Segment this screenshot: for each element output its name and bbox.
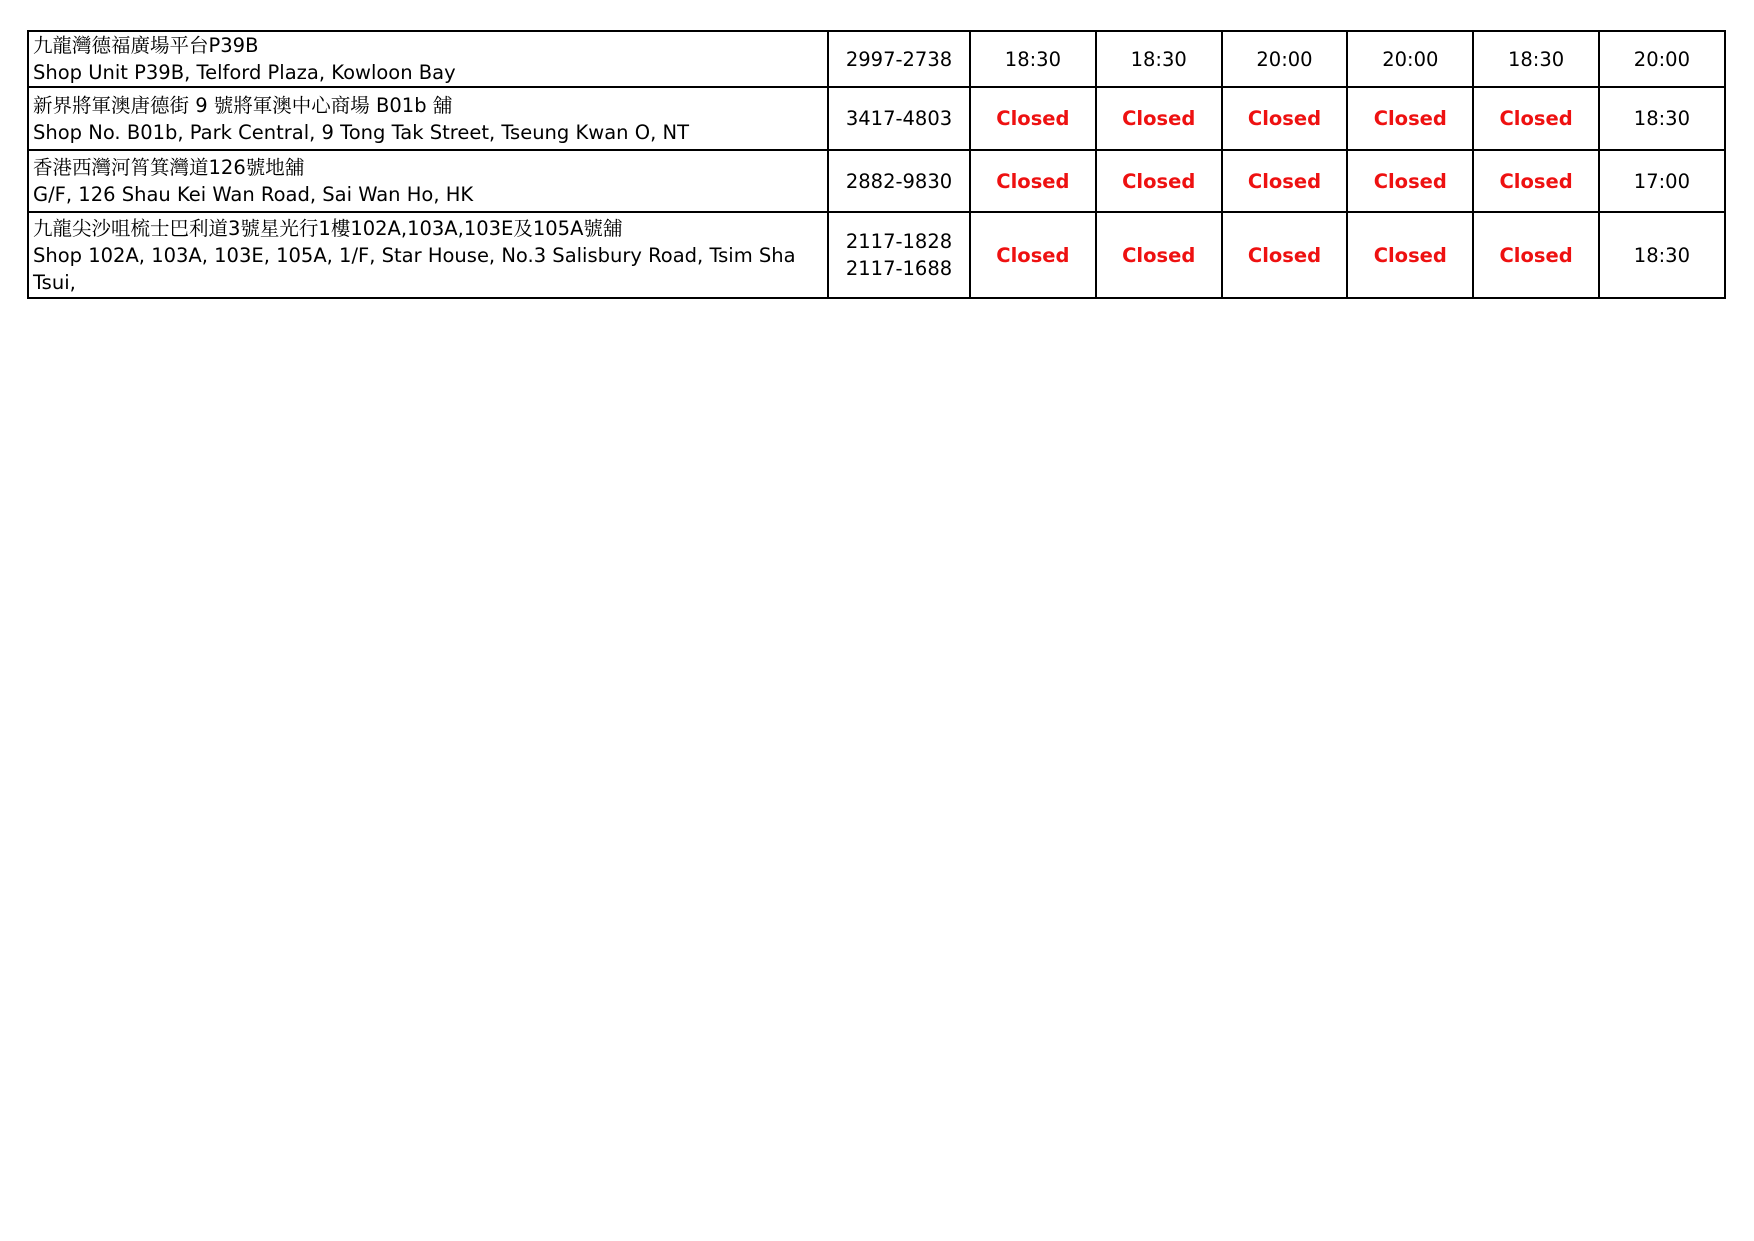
address-english: Shop No. B01b, Park Central, 9 Tong Tak Street, Tseung Kwan O, NT: [33, 120, 689, 144]
address-chinese: 香港西灣河筲箕灣道126號地舖: [33, 156, 305, 179]
phone-number: 2882-9830: [845, 169, 953, 193]
hours-cell: Closed: [1347, 150, 1473, 212]
hours-cell: 20:00: [1347, 31, 1473, 87]
hours-cell: 17:00: [1599, 150, 1725, 212]
phone-cell: [828, 87, 970, 150]
hours-cell: Closed: [1347, 87, 1473, 150]
hours-cell: 20:00: [1599, 31, 1725, 87]
hours-cell: Closed: [1473, 150, 1599, 212]
table-row: [28, 31, 1725, 87]
address-english: Shop Unit P39B, Telford Plaza, Kowloon Bay: [33, 61, 456, 84]
hours-cell: Closed: [1222, 87, 1348, 150]
phone-number: 2997-2738: [845, 47, 953, 71]
phone-number: 2117-1688: [845, 257, 953, 280]
address-english-continued: Tsui,: [33, 270, 76, 294]
hours-cell: Closed: [1096, 87, 1222, 150]
address-cell: [28, 31, 828, 87]
address-chinese: 九龍灣德福廣場平台P39B: [33, 34, 259, 57]
hours-cell: 18:30: [1473, 31, 1599, 87]
table-row: [28, 87, 1725, 150]
hours-cell: Closed: [1473, 87, 1599, 150]
table-row: [28, 150, 1725, 212]
address-cell: [28, 150, 828, 212]
hours-cell: Closed: [970, 212, 1096, 298]
hours-cell: 18:30: [1599, 87, 1725, 150]
hours-cell: Closed: [970, 150, 1096, 212]
hours-cell: Closed: [970, 87, 1096, 150]
phone-cell: [828, 150, 970, 212]
hours-cell: 20:00: [1222, 31, 1348, 87]
phone-cell: [828, 31, 970, 87]
store-hours-table: [27, 30, 1726, 299]
phone-number: 3417-4803: [845, 107, 953, 130]
hours-cell: Closed: [1473, 212, 1599, 298]
hours-cell: Closed: [1096, 150, 1222, 212]
hours-cell: 18:30: [1599, 212, 1725, 298]
phone-number: 2117-1828: [845, 230, 953, 253]
hours-cell: 18:30: [970, 31, 1096, 87]
hours-cell: Closed: [1222, 212, 1348, 298]
address-english: Shop 102A, 103A, 103E, 105A, 1/F, Star House, No.3 Salisbury Road, Tsim Sha: [33, 243, 796, 267]
hours-cell: Closed: [1222, 150, 1348, 212]
address-chinese: 新界將軍澳唐德街 9 號將軍澳中心商場 B01b 舖: [33, 93, 453, 117]
table-row: [28, 212, 1725, 298]
address-cell: [28, 212, 828, 298]
hours-cell: Closed: [1347, 212, 1473, 298]
address-english: G/F, 126 Shau Kei Wan Road, Sai Wan Ho, HK: [33, 183, 474, 206]
address-cell: [28, 87, 828, 150]
address-chinese: 九龍尖沙咀梳士巴利道3號星光行1樓102A,103A,103E及105A號舖: [33, 216, 623, 240]
hours-cell: Closed: [1096, 212, 1222, 298]
hours-cell: 18:30: [1096, 31, 1222, 87]
phone-cell: [828, 212, 970, 298]
